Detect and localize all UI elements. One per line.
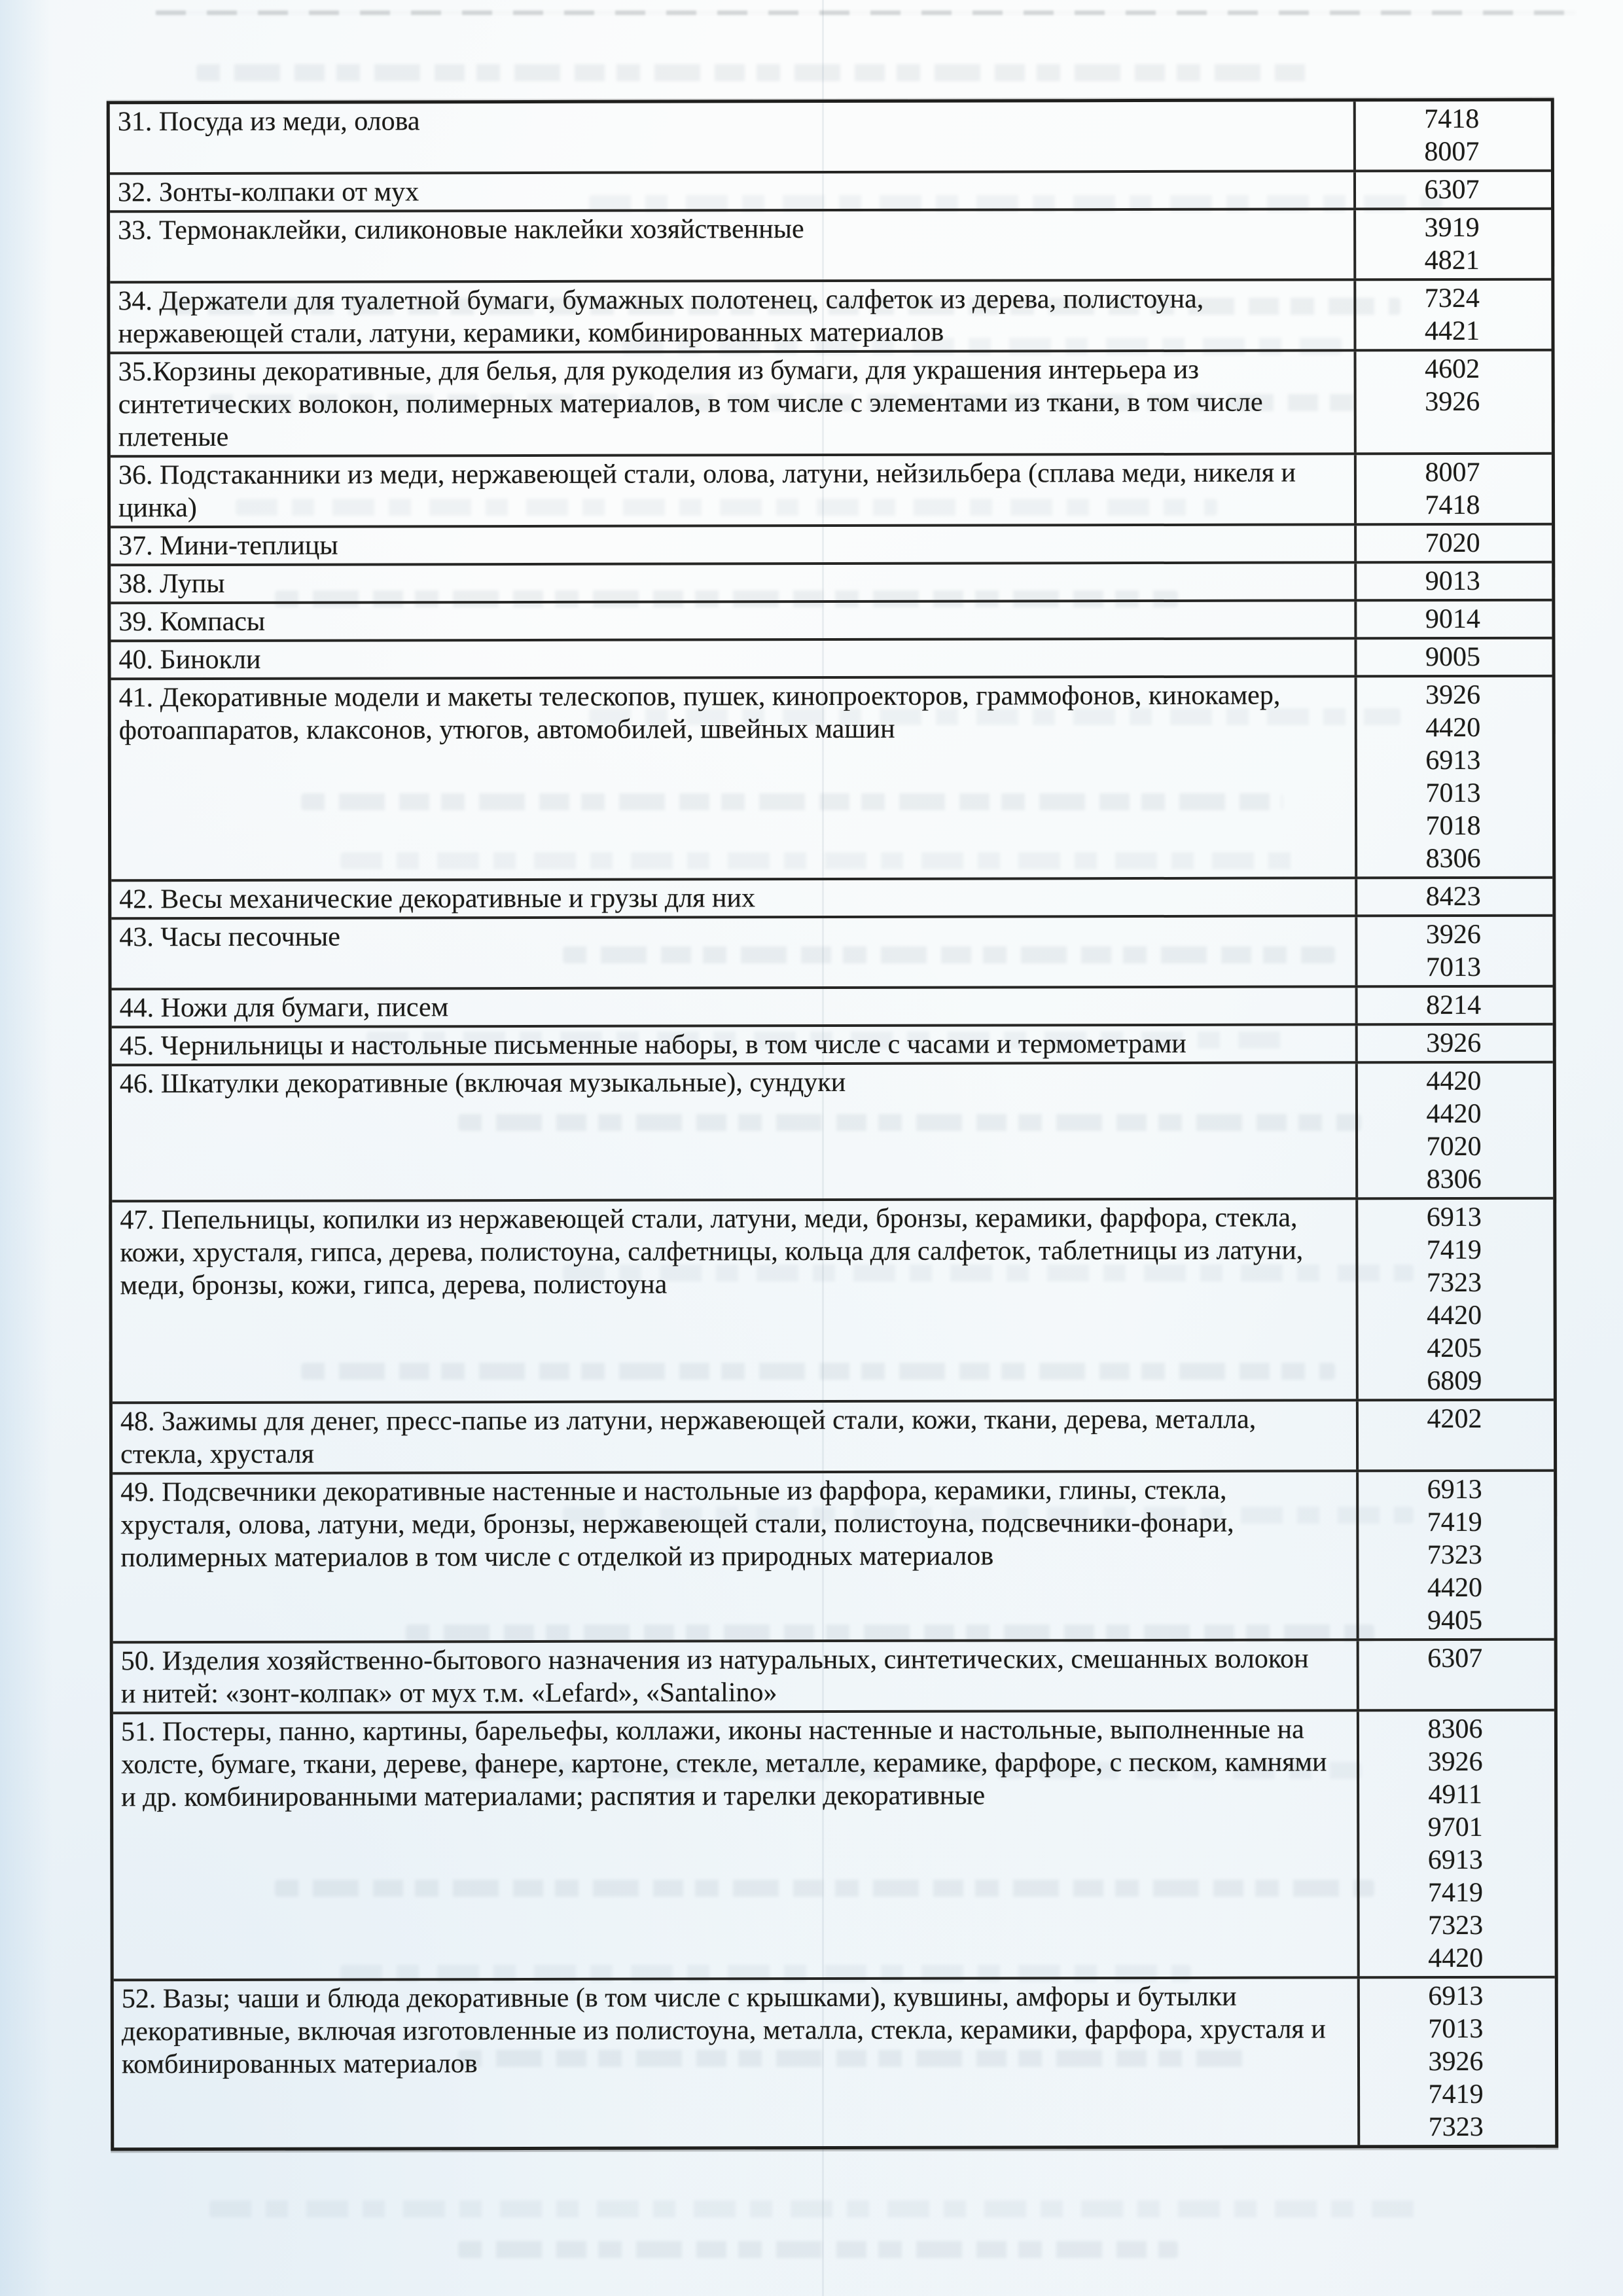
item-description: 40. Бинокли xyxy=(118,644,261,675)
table-row xyxy=(111,599,1552,640)
table-row xyxy=(110,207,1551,281)
item-description: 44. Ножи для бумаги, писем xyxy=(119,992,449,1024)
table-row xyxy=(112,1023,1553,1064)
item-codes xyxy=(1356,1472,1551,1639)
item-codes xyxy=(1355,1026,1550,1062)
bleedthrough-artifact xyxy=(209,2200,1427,2217)
item-codes xyxy=(1353,281,1548,350)
code-value: 4205 xyxy=(1427,1333,1482,1364)
item-codes xyxy=(1354,526,1548,562)
item-description: 47. Пепельницы, копилки из нержавеющей стали, латуни, меди, бронзы, керамики, фарфора, стекла, кожи, хрусталя, гипса, дерева, полистоуна, салфетницы, кольца для салфеток, таблетницы из латуни, меди, бронзы, кожи, гипса, дерева, полистоуна xyxy=(120,1202,1304,1301)
item-description: 52. Вазы; чаши и блюда декоративные (в том числе с крышками), кувшины, амфоры и бутылки декоративные, включая изготовленные из полистоуна, металла, стекла, керамики, фарфора, хрусталя и комбинированных материалов xyxy=(121,1981,1326,2080)
code-value: 7323 xyxy=(1426,1267,1482,1299)
item-codes xyxy=(1353,172,1548,208)
item-codes xyxy=(1354,455,1548,524)
table-row xyxy=(110,170,1551,211)
item-codes xyxy=(1354,351,1548,453)
code-value: 4420 xyxy=(1426,1098,1482,1130)
item-codes xyxy=(1355,1200,1550,1399)
item-description: 33. Термонаклейки, силиконовые наклейки хозяйственные xyxy=(118,214,804,246)
code-value: 8306 xyxy=(1426,1164,1482,1195)
item-description: 42. Весы механические декоративные и грузы для них xyxy=(119,883,755,915)
item-description: 38. Лупы xyxy=(118,568,225,600)
code-value: 4420 xyxy=(1426,1066,1482,1097)
bleedthrough-artifact xyxy=(196,64,1309,81)
item-codes xyxy=(1353,101,1548,170)
item-codes xyxy=(1354,639,1548,675)
goods-table-rows xyxy=(110,101,1556,2148)
item-codes xyxy=(1353,210,1548,279)
item-description: 41. Декоративные модели и макеты телескопов, пушек, кинопроекторов, граммофонов, кинокамер, фотоаппаратов, клаксонов, утюгов, автомобилей, швейных машин xyxy=(118,680,1281,746)
item-description: 46. Шкатулки декоративные (включая музыкальные), сундуки xyxy=(119,1067,846,1100)
code-value: 3926 xyxy=(1425,919,1481,950)
table-row xyxy=(113,1638,1554,1712)
code-value: 8214 xyxy=(1426,990,1482,1021)
code-value: 9014 xyxy=(1425,603,1480,635)
code-value: 8423 xyxy=(1425,881,1481,912)
table-row xyxy=(113,1709,1555,1979)
code-value: 6913 xyxy=(1427,1474,1482,1505)
code-value: 7419 xyxy=(1428,2079,1484,2110)
code-value: 7418 xyxy=(1424,103,1480,135)
bleedthrough-artifact xyxy=(458,2241,1178,2258)
item-description: 43. Часы песочные xyxy=(119,922,340,953)
code-value: 7419 xyxy=(1426,1234,1482,1266)
code-value: 7323 xyxy=(1428,1910,1484,1941)
code-value: 4420 xyxy=(1428,1943,1484,1974)
code-value: 4420 xyxy=(1425,712,1481,744)
code-value: 7418 xyxy=(1425,490,1480,521)
code-value: 7419 xyxy=(1427,1507,1482,1538)
item-description: 36. Подстаканники из меди, нержавеющей стали, олова, латуни, нейзильбера (сплава меди, никеля и цинка) xyxy=(118,457,1296,524)
code-value: 4202 xyxy=(1427,1403,1482,1435)
code-value: 7013 xyxy=(1425,952,1482,983)
code-value: 4421 xyxy=(1424,315,1480,347)
code-value: 9701 xyxy=(1427,1812,1483,1843)
code-value: 3919 xyxy=(1424,212,1480,243)
item-description: 45. Чернильницы и настольные письменные наборы, в том числе с часами и термометрами xyxy=(119,1028,1186,1062)
table-row xyxy=(112,1197,1554,1402)
item-codes xyxy=(1355,677,1550,877)
code-value: 3926 xyxy=(1427,1746,1483,1778)
item-description: 48. Зажимы для денег, пресс-папье из латуни, нержавеющей стали, кожи, ткани, дерева, металла, стекла, хрусталя xyxy=(120,1404,1257,1470)
code-value: 7018 xyxy=(1425,810,1481,842)
table-row xyxy=(112,985,1553,1026)
code-value: 7013 xyxy=(1428,2013,1484,2045)
table-row xyxy=(110,278,1551,352)
code-value: 6913 xyxy=(1426,1202,1482,1233)
item-codes xyxy=(1355,917,1549,986)
code-value: 8007 xyxy=(1424,136,1480,168)
code-value: 4821 xyxy=(1424,245,1480,276)
table-row xyxy=(111,452,1552,526)
code-value: 3926 xyxy=(1428,2046,1484,2077)
code-value: 8306 xyxy=(1427,1713,1483,1745)
code-value: 4602 xyxy=(1425,353,1480,385)
table-row xyxy=(113,1399,1554,1473)
code-value: 7020 xyxy=(1426,1131,1482,1162)
code-value: 3926 xyxy=(1425,386,1480,418)
scan-artifact-top xyxy=(156,10,1576,15)
table-row xyxy=(111,349,1552,456)
code-value: 8306 xyxy=(1425,843,1481,874)
code-value: 4911 xyxy=(1428,1779,1482,1810)
item-codes xyxy=(1357,1979,1552,2145)
item-codes xyxy=(1355,1064,1550,1198)
item-description: 31. Посуда из меди, олова xyxy=(117,106,420,137)
code-value: 8007 xyxy=(1425,457,1480,488)
item-codes xyxy=(1356,1401,1550,1470)
code-value: 9013 xyxy=(1425,565,1480,597)
table-row xyxy=(111,876,1552,918)
table-row xyxy=(111,523,1552,564)
code-value: 3926 xyxy=(1426,1028,1482,1059)
code-value: 6913 xyxy=(1428,1981,1484,2012)
item-codes xyxy=(1354,601,1548,637)
table-row xyxy=(111,914,1552,988)
item-description: 32. Зонты-колпаки от мух xyxy=(117,177,419,208)
item-description: 50. Изделия хозяйственно-бытового назначения из натуральных, синтетических, смешанных волокон и нитей: «зонт-колпак» от мух т.м. «Lefard», «Santalino» xyxy=(120,1643,1309,1710)
code-value: 9005 xyxy=(1425,641,1481,673)
table-row xyxy=(112,1061,1553,1200)
code-value: 6913 xyxy=(1425,745,1481,776)
code-value: 6809 xyxy=(1427,1365,1482,1397)
item-description: 34. Держатели для туалетной бумаги, бумажных полотенец, салфеток из дерева, полистоуна, нержавеющей стали, латуни, керамики, комбинированных материалов xyxy=(118,283,1204,350)
item-description: 49. Подсвечники декоративные настенные и настольные из фарфора, керамики, глины, стекла, хрусталя, олова, латуни, меди, бронзы, нержавеющей стали, полистоуна, подсвечники-фонари, полимерных материалов в том числе с отделкой из природных материалов xyxy=(120,1475,1234,1573)
code-value: 6307 xyxy=(1427,1643,1483,1674)
item-codes xyxy=(1355,879,1549,915)
code-value: 7323 xyxy=(1428,2111,1484,2143)
item-description: 39. Компасы xyxy=(118,606,266,637)
code-value: 6307 xyxy=(1424,174,1480,206)
code-value: 3926 xyxy=(1425,679,1481,711)
table-row xyxy=(110,101,1551,173)
table-row xyxy=(114,1976,1556,2148)
code-value: 4420 xyxy=(1427,1300,1482,1331)
item-description: 35.Корзины декоративные, для белья, для рукоделия из бумаги, для украшения интерьера из синтетических волокон, полимерных материалов, в том числе с элементами из ткани, в том числе плетеные xyxy=(118,354,1263,453)
item-codes xyxy=(1357,1641,1551,1710)
table-row xyxy=(111,561,1552,602)
table-row xyxy=(113,1469,1554,1641)
table-row xyxy=(111,637,1552,678)
code-value: 4420 xyxy=(1427,1572,1483,1604)
code-value: 6913 xyxy=(1427,1844,1483,1876)
item-codes xyxy=(1354,564,1548,600)
table-row xyxy=(111,675,1553,880)
item-description: 37. Мини-теплицы xyxy=(118,530,338,562)
goods-table xyxy=(107,98,1559,2151)
code-value: 7020 xyxy=(1425,528,1480,559)
item-codes xyxy=(1355,988,1550,1024)
code-value: 7323 xyxy=(1427,1539,1482,1571)
code-value: 7419 xyxy=(1427,1877,1484,1909)
item-codes xyxy=(1357,1712,1552,1977)
scan-left-tint xyxy=(0,0,52,2296)
item-description: 51. Постеры, панно, картины, барельефы, коллажи, иконы настенные и настольные, выполненные на холсте, бумаге, ткани, дереве, фанере, картоне, стекле, металле, керамике, фарфоре, с песком, камнями и др. комбинированными материалами; распятия и тарелки декоративные xyxy=(120,1714,1327,1813)
code-value: 7324 xyxy=(1424,283,1480,314)
code-value: 9405 xyxy=(1427,1605,1483,1636)
code-value: 7013 xyxy=(1425,778,1481,809)
